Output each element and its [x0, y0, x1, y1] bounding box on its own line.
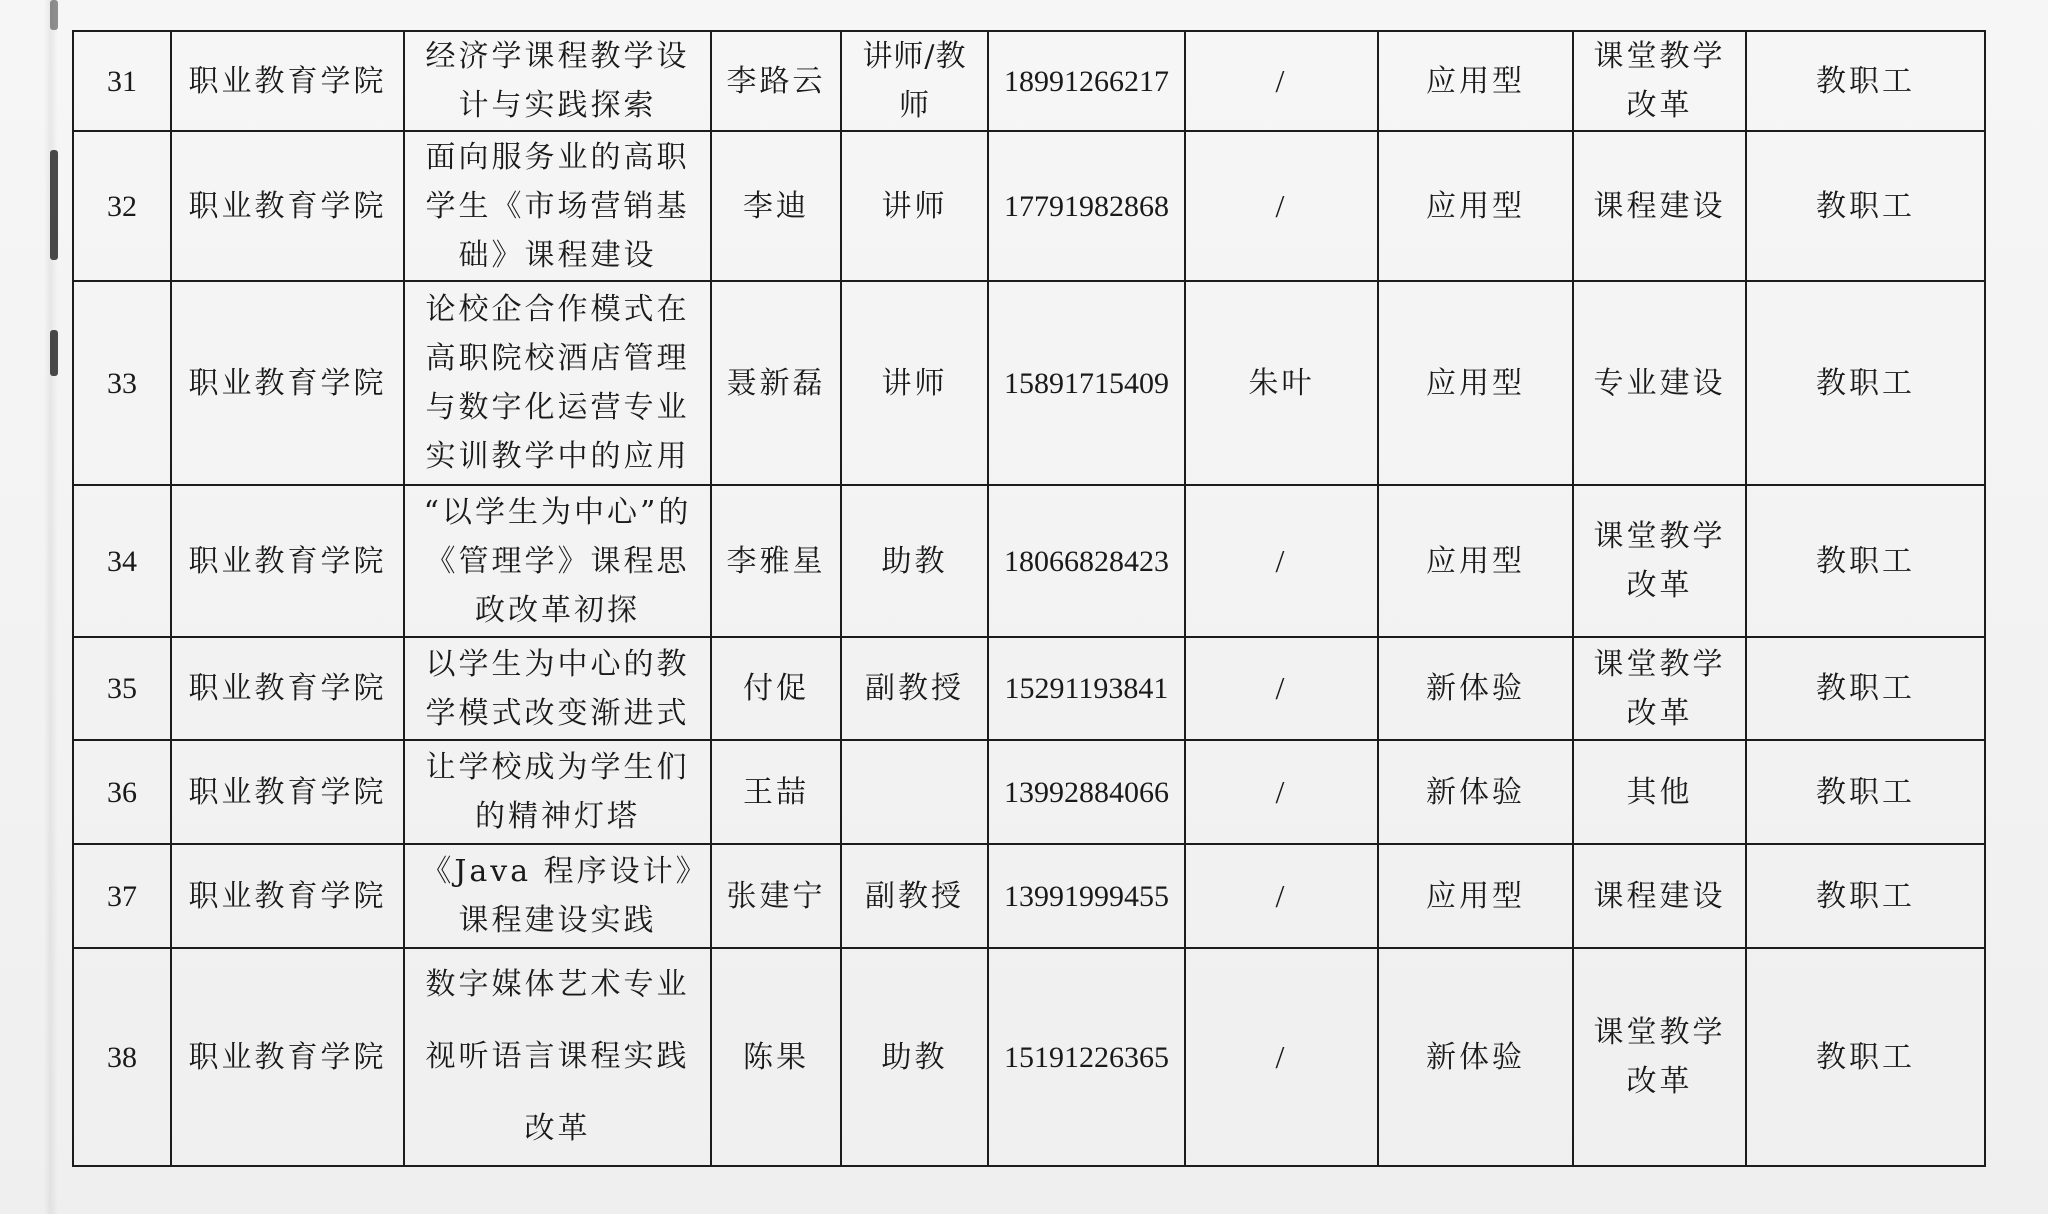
- project-table: [72, 30, 1986, 1167]
- cell-phone: 13991999455: [988, 844, 1185, 948]
- cell-college: 职业教育学院: [171, 844, 404, 948]
- cell-rank: 助教: [841, 948, 988, 1166]
- binding-mark: [50, 0, 58, 30]
- cell-title: 经济学课程教学设计与实践探索: [404, 31, 711, 131]
- cell-no: 36: [73, 740, 171, 844]
- cell-name: 李路云: [711, 31, 841, 131]
- cell-name: 李迪: [711, 131, 841, 281]
- cell-type: 应用型: [1378, 844, 1573, 948]
- cell-phone: 13992884066: [988, 740, 1185, 844]
- cell-identity: 教职工: [1746, 740, 1985, 844]
- cell-no: 34: [73, 485, 171, 637]
- cell-rank: 副教授: [841, 637, 988, 740]
- cell-type: 应用型: [1378, 131, 1573, 281]
- cell-type: 应用型: [1378, 281, 1573, 485]
- cell-college: 职业教育学院: [171, 31, 404, 131]
- cell-title: 《Java 程序设计》课程建设实践: [404, 844, 711, 948]
- cell-advisor: /: [1185, 948, 1378, 1166]
- cell-category: 课堂教学改革: [1573, 948, 1746, 1166]
- cell-rank: 讲师: [841, 281, 988, 485]
- cell-no: 31: [73, 31, 171, 131]
- cell-category: 课程建设: [1573, 844, 1746, 948]
- cell-college: 职业教育学院: [171, 740, 404, 844]
- cell-type: 应用型: [1378, 485, 1573, 637]
- cell-identity: 教职工: [1746, 31, 1985, 131]
- cell-advisor: /: [1185, 637, 1378, 740]
- cell-advisor: /: [1185, 844, 1378, 948]
- cell-title: “以学生为中心”的《管理学》课程思政改革初探: [404, 485, 711, 637]
- table-row: [73, 31, 1985, 131]
- cell-identity: 教职工: [1746, 485, 1985, 637]
- table-row: [73, 844, 1985, 948]
- cell-rank: 助教: [841, 485, 988, 637]
- cell-identity: 教职工: [1746, 844, 1985, 948]
- cell-advisor: /: [1185, 131, 1378, 281]
- cell-category: 课堂教学改革: [1573, 31, 1746, 131]
- table-row: [73, 485, 1985, 637]
- table-row: [73, 948, 1985, 1166]
- cell-identity: 教职工: [1746, 637, 1985, 740]
- cell-college: 职业教育学院: [171, 131, 404, 281]
- table-row: [73, 740, 1985, 844]
- cell-phone: 18991266217: [988, 31, 1185, 131]
- cell-phone: 15291193841: [988, 637, 1185, 740]
- cell-college: 职业教育学院: [171, 281, 404, 485]
- table-row: [73, 281, 1985, 485]
- cell-advisor: /: [1185, 485, 1378, 637]
- cell-rank: 讲师: [841, 131, 988, 281]
- cell-no: 37: [73, 844, 171, 948]
- cell-category: 专业建设: [1573, 281, 1746, 485]
- binding-mark: [50, 150, 58, 260]
- cell-category: 其他: [1573, 740, 1746, 844]
- cell-rank: [841, 740, 988, 844]
- cell-phone: 17791982868: [988, 131, 1185, 281]
- cell-name: 聂新磊: [711, 281, 841, 485]
- cell-identity: 教职工: [1746, 131, 1985, 281]
- cell-type: 新体验: [1378, 740, 1573, 844]
- cell-college: 职业教育学院: [171, 485, 404, 637]
- cell-rank: 讲师/教师: [841, 31, 988, 131]
- cell-no: 32: [73, 131, 171, 281]
- cell-name: 李雅星: [711, 485, 841, 637]
- cell-advisor: /: [1185, 740, 1378, 844]
- cell-type: 应用型: [1378, 31, 1573, 131]
- cell-no: 33: [73, 281, 171, 485]
- cell-title: 让学校成为学生们的精神灯塔: [404, 740, 711, 844]
- cell-name: 张建宁: [711, 844, 841, 948]
- cell-advisor: 朱叶: [1185, 281, 1378, 485]
- cell-phone: 15191226365: [988, 948, 1185, 1166]
- cell-title: 数字媒体艺术专业视听语言课程实践改革: [404, 948, 711, 1166]
- cell-category: 课程建设: [1573, 131, 1746, 281]
- cell-category: 课堂教学改革: [1573, 485, 1746, 637]
- cell-identity: 教职工: [1746, 281, 1985, 485]
- cell-title: 论校企合作模式在高职院校酒店管理与数字化运营专业实训教学中的应用: [404, 281, 711, 485]
- cell-title: 面向服务业的高职学生《市场营销基础》课程建设: [404, 131, 711, 281]
- cell-advisor: /: [1185, 31, 1378, 131]
- cell-name: 付促: [711, 637, 841, 740]
- binding-mark: [50, 330, 58, 376]
- cell-phone: 18066828423: [988, 485, 1185, 637]
- cell-title: 以学生为中心的教学模式改变渐进式: [404, 637, 711, 740]
- table-row: [73, 637, 1985, 740]
- cell-type: 新体验: [1378, 948, 1573, 1166]
- cell-no: 35: [73, 637, 171, 740]
- cell-phone: 15891715409: [988, 281, 1185, 485]
- cell-college: 职业教育学院: [171, 637, 404, 740]
- cell-college: 职业教育学院: [171, 948, 404, 1166]
- cell-rank: 副教授: [841, 844, 988, 948]
- cell-identity: 教职工: [1746, 948, 1985, 1166]
- cell-no: 38: [73, 948, 171, 1166]
- cell-type: 新体验: [1378, 637, 1573, 740]
- table-row: [73, 131, 1985, 281]
- cell-name: 陈果: [711, 948, 841, 1166]
- cell-category: 课堂教学改革: [1573, 637, 1746, 740]
- cell-name: 王喆: [711, 740, 841, 844]
